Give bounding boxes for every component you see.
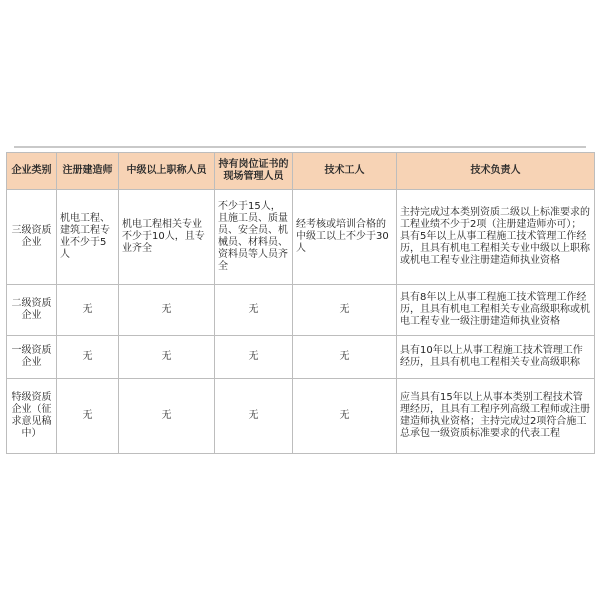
category-cell: 二级资质企业 xyxy=(7,285,57,336)
site-managers-cell: 无 xyxy=(215,336,293,379)
technical-workers-cell: 无 xyxy=(293,336,397,379)
technical-workers-cell: 经考核或培训合格的中级工以上不少于30人 xyxy=(293,190,397,285)
mid-level-title-cell: 无 xyxy=(119,336,215,379)
header-row xyxy=(7,153,595,190)
registered-builder-cell: 无 xyxy=(57,336,119,379)
technical-lead-cell: 主持完成过本类别资质二级以上标准要求的工程业绩不少于2项（注册建造师亦可）；具有5年以上从事工程施工技术管理工作经历，且具有机电工程相关专业中级以上职称或机电工程专业注册建造师执业资格 xyxy=(397,190,595,285)
category-cell: 三级资质企业 xyxy=(7,190,57,285)
top-divider xyxy=(14,146,586,148)
mid-level-title-cell: 无 xyxy=(119,285,215,336)
registered-builder-cell: 无 xyxy=(57,379,119,454)
category-cell: 一级资质企业 xyxy=(7,336,57,379)
site-managers-cell: 无 xyxy=(215,379,293,454)
header-technical-workers: 技术工人 xyxy=(293,153,397,190)
header-category: 企业类别 xyxy=(7,153,57,190)
site-managers-cell: 无 xyxy=(215,285,293,336)
qualification-table xyxy=(6,152,595,454)
header-mid-level-title: 中级以上职称人员 xyxy=(119,153,215,190)
header-site-managers: 持有岗位证书的现场管理人员 xyxy=(215,153,293,190)
table-row xyxy=(7,379,595,454)
category-cell: 特级资质企业（征求意见稿中） xyxy=(7,379,57,454)
table-row xyxy=(7,190,595,285)
table-row xyxy=(7,336,595,379)
site-managers-cell: 不少于15人，且施工员、质量员、安全员、机械员、材料员、资料员等人员齐全 xyxy=(215,190,293,285)
technical-lead-cell: 具有8年以上从事工程施工技术管理工作经历，且具有机电工程相关专业高级职称或机电工程专业一级注册建造师执业资格 xyxy=(397,285,595,336)
technical-lead-cell: 应当具有15年以上从事本类别工程技术管理经历，且具有工程序列高级工程师或注册建造师执业资格；主持完成过2项符合施工总承包一级资质标准要求的代表工程 xyxy=(397,379,595,454)
technical-workers-cell: 无 xyxy=(293,285,397,336)
technical-workers-cell: 无 xyxy=(293,379,397,454)
registered-builder-cell: 机电工程、建筑工程专业不少于5人 xyxy=(57,190,119,285)
header-technical-lead: 技术负责人 xyxy=(397,153,595,190)
header-registered-builder: 注册建造师 xyxy=(57,153,119,190)
mid-level-title-cell: 机电工程相关专业不少于10人，且专业齐全 xyxy=(119,190,215,285)
table-row xyxy=(7,285,595,336)
technical-lead-cell: 具有10年以上从事工程施工技术管理工作经历，且具有机电工程相关专业高级职称 xyxy=(397,336,595,379)
registered-builder-cell: 无 xyxy=(57,285,119,336)
mid-level-title-cell: 无 xyxy=(119,379,215,454)
